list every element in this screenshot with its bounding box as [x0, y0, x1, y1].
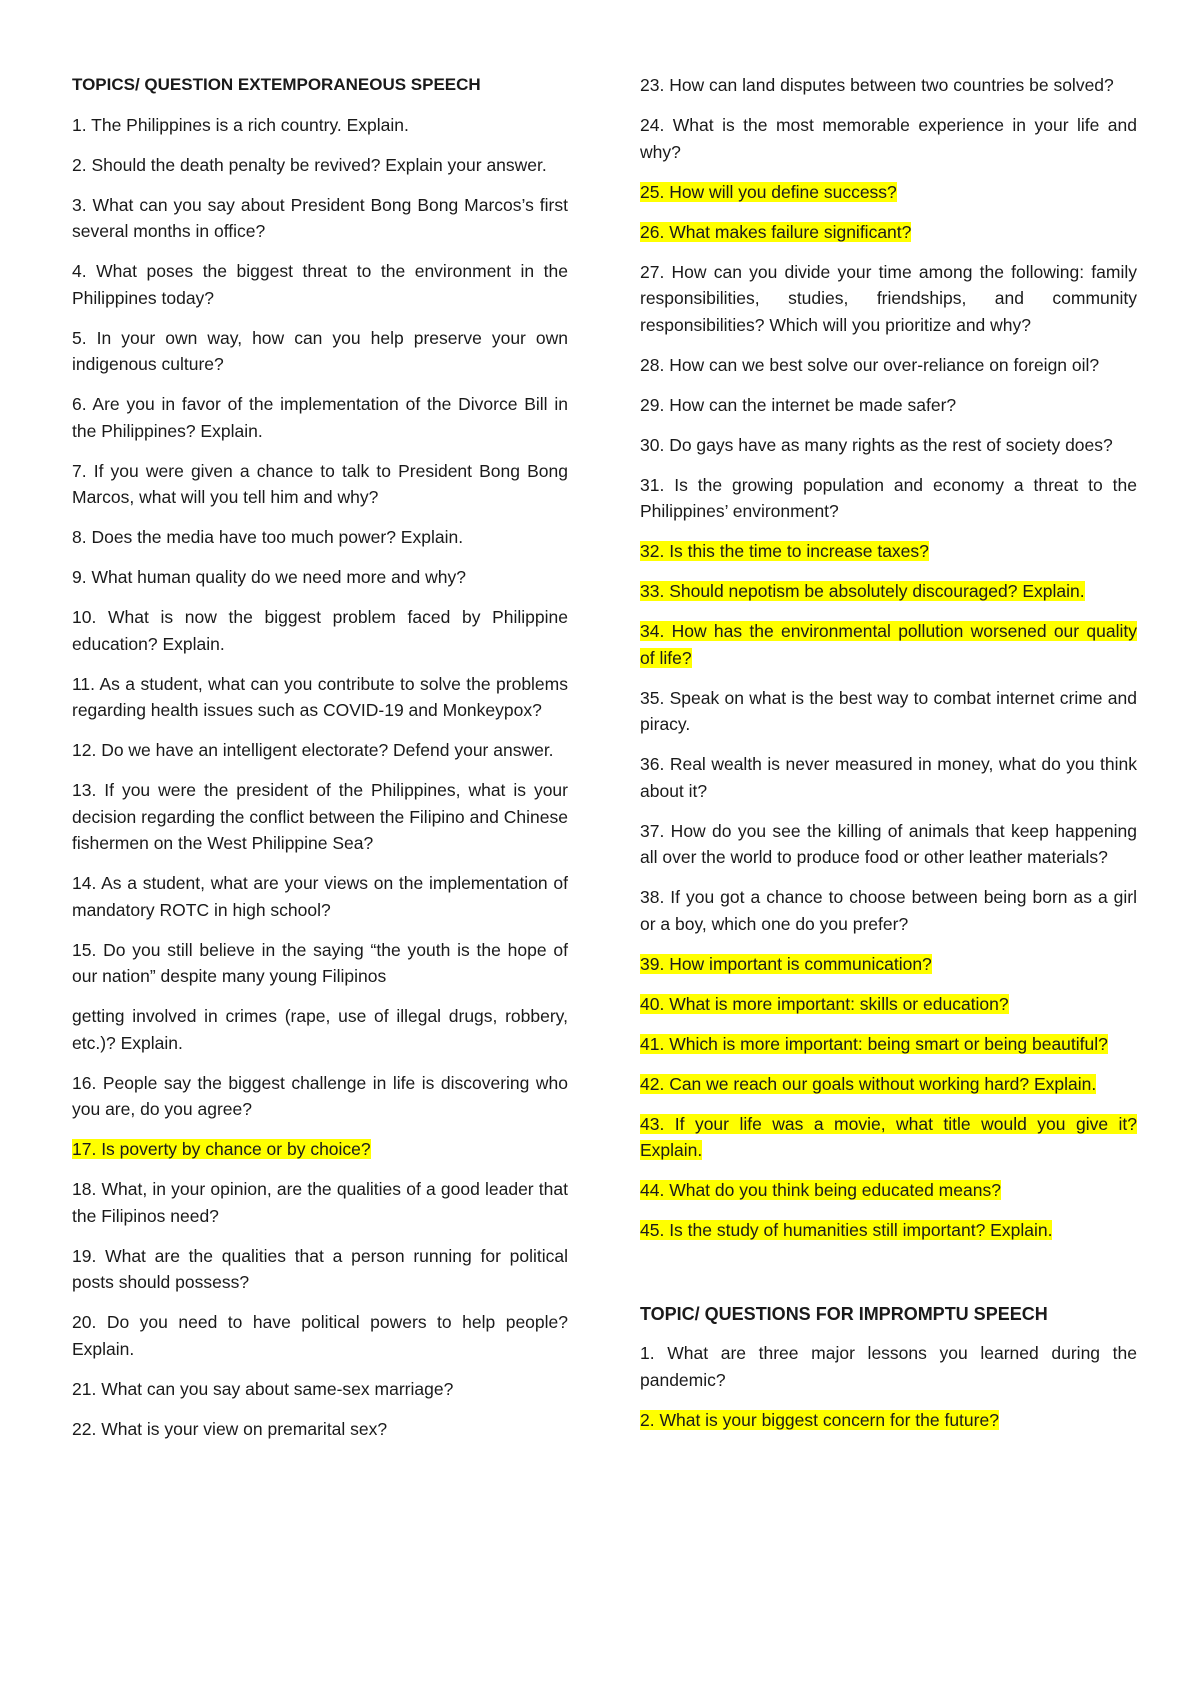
question-text: 35. Speak on what is the best way to combat internet crime and piracy.: [640, 687, 1137, 734]
question-text: 23. How can land disputes between two countries be solved?: [640, 75, 1114, 95]
question-item: [72, 1003, 568, 1056]
left-column: [72, 72, 568, 1456]
question-text: 14. As a student, what are your views on the implementation of mandatory ROTC in high school?: [72, 873, 568, 920]
highlighted-question-text: 41. Which is more important: being smart or being beautiful?: [640, 1033, 1108, 1054]
question-item: [72, 391, 568, 444]
question-text: 1. The Philippines is a rich country. Explain.: [72, 114, 409, 135]
question-item: [640, 112, 1137, 165]
highlighted-question-text: 39. How important is communication?: [640, 953, 932, 974]
question-item: [72, 458, 568, 511]
question-item: [640, 179, 1137, 206]
highlighted-question-text: 26. What makes failure significant?: [640, 221, 912, 242]
question-item: [72, 870, 568, 923]
question-text: 19. What are the qualities that a person running for political posts should possess?: [72, 1245, 568, 1292]
question-text: 9. What human quality do we need more and why?: [72, 567, 466, 587]
question-item: [72, 671, 568, 724]
question-text: 29. How can the internet be made safer?: [640, 394, 957, 415]
question-item: [640, 1111, 1137, 1164]
highlighted-question-text: 33. Should nepotism be absolutely discouraged? Explain.: [640, 581, 1085, 601]
question-item: [72, 1243, 568, 1296]
question-item: [640, 818, 1137, 871]
question-item: [72, 1070, 568, 1123]
right-column: [640, 72, 1137, 1447]
question-text: 28. How can we best solve our over-reliance on foreign oil?: [640, 354, 1100, 375]
highlighted-question-text: 43. If your life was a movie, what title would you give it? Explain.: [640, 1113, 1137, 1160]
question-item: [72, 1309, 568, 1362]
question-item: [640, 1217, 1137, 1244]
question-text: 24. What is the most memorable experience in your life and why?: [640, 115, 1137, 162]
question-text: 5. In your own way, how can you help preserve your own indigenous culture?: [72, 327, 568, 374]
question-text: 27. How can you divide your time among the following: family responsibilities, studies, friendships, and community responsibilities? Which will you prioritize and why?: [640, 261, 1137, 335]
highlighted-question-text: 17. Is poverty by chance or by choice?: [72, 1139, 371, 1159]
question-text: 21. What can you say about same-sex marriage?: [72, 1378, 454, 1399]
question-item: [640, 618, 1137, 671]
question-item: [72, 1376, 568, 1403]
question-item: [640, 951, 1137, 978]
highlighted-question-text: 44. What do you think being educated means?: [640, 1180, 1001, 1200]
question-item: [72, 112, 568, 139]
question-text: 1. What are three major lessons you learned during the pandemic?: [640, 1343, 1137, 1390]
question-item: [72, 737, 568, 764]
question-item: [640, 991, 1137, 1018]
question-item: [72, 777, 568, 857]
question-item: [640, 72, 1137, 99]
question-item: [640, 432, 1137, 459]
highlighted-question-text: 32. Is this the time to increase taxes?: [640, 541, 929, 561]
question-text: getting involved in crimes (rape, use of illegal drugs, robbery, etc.)? Explain.: [72, 1006, 568, 1053]
question-text: 11. As a student, what can you contribute to solve the problems regarding health issues such as COVID-19 and Monkeypox?: [72, 673, 568, 720]
question-item: [72, 1416, 568, 1443]
question-item: [640, 538, 1137, 565]
question-item: [640, 219, 1137, 246]
question-item: [640, 751, 1137, 804]
question-item: [72, 524, 568, 551]
highlighted-question-text: 25. How will you define success?: [640, 181, 897, 202]
question-text: 30. Do gays have as many rights as the rest of society does?: [640, 434, 1113, 455]
question-item: [72, 937, 568, 990]
impromptu-heading: TOPIC/ QUESTIONS FOR IMPROMPTU SPEECH: [640, 1303, 1048, 1324]
question-text: 15. Do you still believe in the saying “the youth is the hope of our nation” despite many young Filipinos: [72, 939, 568, 986]
question-text: 12. Do we have an intelligent electorate? Defend your answer.: [72, 740, 554, 760]
question-text: 7. If you were given a chance to talk to President Bong Bong Marcos, what will you tell him and why?: [72, 460, 568, 507]
question-text: 38. If you got a chance to choose between being born as a girl or a boy, which one do you prefer?: [640, 887, 1137, 934]
question-item: [640, 884, 1137, 937]
extemporaneous-heading: TOPICS/ QUESTION EXTEMPORANEOUS SPEECH: [72, 75, 481, 94]
question-text: 13. If you were the president of the Philippines, what is your decision regarding the conflict between the Filipino and Chinese fishermen on the West Philippine Sea?: [72, 780, 568, 853]
question-item: [72, 604, 568, 657]
question-item: [640, 259, 1137, 339]
highlighted-question-text: 45. Is the study of humanities still important? Explain.: [640, 1220, 1053, 1240]
question-text: 16. People say the biggest challenge in life is discovering who you are, do you agree?: [72, 1072, 568, 1119]
highlighted-question-text: 42. Can we reach our goals without working hard? Explain.: [640, 1073, 1097, 1094]
highlighted-question-text: 2. What is your biggest concern for the future?: [640, 1409, 999, 1430]
question-text: 8. Does the media have too much power? Explain.: [72, 527, 464, 547]
question-text: 22. What is your view on premarital sex?: [72, 1418, 388, 1439]
question-text: 20. Do you need to have political powers to help people? Explain.: [72, 1312, 568, 1359]
question-text: 37. How do you see the killing of animals that keep happening all over the world to produce food or other leather materials?: [640, 820, 1137, 867]
question-item: [640, 352, 1137, 379]
question-text: 36. Real wealth is never measured in money, what do you think about it?: [640, 754, 1137, 801]
question-item: [640, 472, 1137, 525]
question-item: [640, 1177, 1137, 1204]
question-item: [640, 578, 1137, 605]
highlighted-question-text: 40. What is more important: skills or education?: [640, 993, 1009, 1014]
question-item: [72, 564, 568, 591]
question-item: [640, 1407, 1137, 1434]
question-text: 3. What can you say about President Bong Bong Marcos’s first several months in office?: [72, 194, 568, 241]
question-item: [640, 392, 1137, 419]
question-item: [640, 1340, 1137, 1393]
question-item: [72, 325, 568, 378]
question-text: 10. What is now the biggest problem faced by Philippine education? Explain.: [72, 607, 568, 654]
question-text: 18. What, in your opinion, are the qualities of a good leader that the Filipinos need?: [72, 1179, 568, 1226]
question-text: 4. What poses the biggest threat to the environment in the Philippines today?: [72, 261, 568, 308]
highlighted-question-text: 34. How has the environmental pollution worsened our quality of life?: [640, 621, 1137, 668]
question-item: [72, 1176, 568, 1229]
question-item: [640, 1031, 1137, 1058]
question-text: 31. Is the growing population and economy a threat to the Philippines’ environment?: [640, 474, 1137, 521]
question-item: [640, 685, 1137, 738]
question-item: [72, 1136, 568, 1163]
question-text: 6. Are you in favor of the implementation of the Divorce Bill in the Philippines? Explain.: [72, 394, 568, 441]
question-item: [72, 258, 568, 311]
question-item: [72, 192, 568, 245]
question-text: 2. Should the death penalty be revived? Explain your answer.: [72, 154, 547, 175]
question-item: [640, 1071, 1137, 1098]
question-item: [72, 152, 568, 179]
